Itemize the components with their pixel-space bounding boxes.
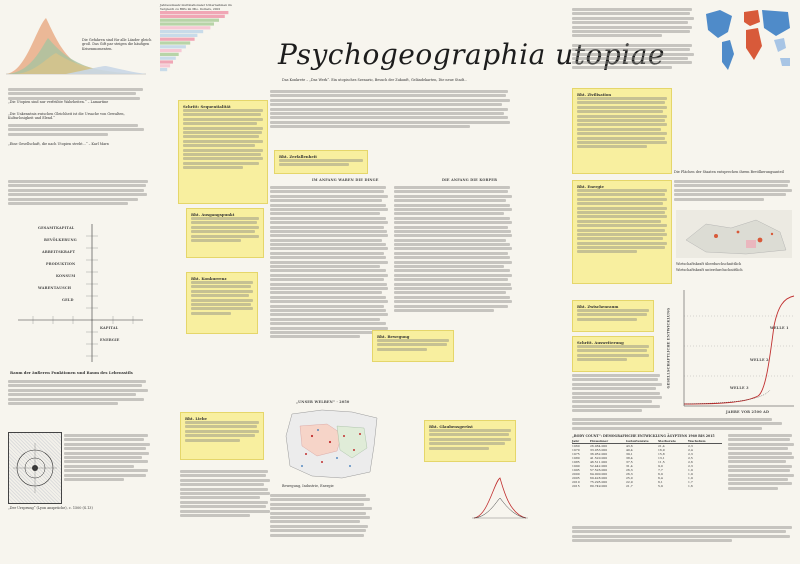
table-cell: 69.428.000 — [590, 476, 608, 481]
table-cell: 1975 — [572, 452, 580, 457]
bar-chart — [160, 4, 235, 77]
world-map-caption: Die Flächen der Staaten entsprechen ihrem Bevölkerungsanteil — [674, 170, 784, 174]
table-cell: 36.952.000 — [590, 452, 608, 457]
left-text-block-2 — [8, 124, 148, 137]
table-cell: 15,8 — [658, 452, 665, 457]
table-cell: 46.511.000 — [590, 460, 608, 465]
bar-11 — [160, 53, 179, 56]
diagram-label-5: WARENTAUSCH — [38, 286, 72, 290]
right-bottom-intro — [572, 418, 794, 431]
bell-chart-svg — [470, 472, 530, 522]
yellow-box-10-title: Rht. Zwischenraum — [577, 304, 619, 309]
wave-line-chart-svg — [666, 286, 796, 416]
table-cell: 41.520.000 — [590, 456, 608, 461]
table-cell: 2010 — [572, 480, 580, 485]
diagram-label-3: PRODUKTION — [46, 262, 76, 266]
table-title: „BODY COUNT“: DEMOGRAFISCHE ENTWICKLUNG ÄGYPTENS 1960 BIS 2015 — [572, 434, 715, 438]
table-cell: 5,9 — [658, 484, 663, 489]
bar-12 — [160, 57, 176, 60]
page-subtitle: Das Konkrete – „Das Werk“. Ein utopisches Szenario, Besuch der Zukunft, Geländekarten, Die neue Stadt... — [282, 78, 468, 82]
table-cell: 16,9 — [658, 448, 665, 453]
table-cell: 75.295.000 — [590, 480, 608, 485]
table-cell: 11,5 — [658, 460, 665, 465]
bar-8 — [160, 42, 190, 45]
table-header-cell: Wachstum — [688, 439, 706, 443]
table-cell: 2,3 — [688, 452, 693, 457]
demography-table — [572, 434, 722, 488]
left-text-block-3 — [8, 180, 148, 206]
yellow-box-7 — [372, 330, 454, 362]
axis-diagram-svg — [8, 222, 148, 367]
yellow-box-5 — [274, 150, 368, 174]
yellow-box-10 — [572, 300, 654, 332]
table-cell: 1,9 — [688, 476, 693, 481]
wave-xlabel: JAHRE VOR 2500 AD — [726, 410, 770, 414]
page-title: Psychogeographia utopiae — [278, 38, 665, 71]
bar-chart-title: Jahresumsatz multinationaler Unternehmen im Vergleich zu BIPs im Mio. Dollars, 2001 — [160, 3, 232, 11]
wave-label-2: WELLE 2 — [750, 358, 769, 362]
center-map — [282, 400, 386, 480]
bar-7 — [160, 38, 195, 41]
left-quote-2: „Die Unkenntnis zwischen Gleichheit ist die Ursache von Gewalten, Kulturlosigkeit und Elend.“ — [8, 112, 125, 121]
bar-0 — [160, 11, 228, 14]
table-cell: 57.526.000 — [590, 468, 608, 473]
table-cell: 2,3 — [688, 464, 693, 469]
right-top-text — [572, 8, 694, 70]
table-cell: 33.053.000 — [590, 448, 608, 453]
table-cell: 2000 — [572, 472, 580, 477]
col-header-2: DIE ANFANG DIE KORPER — [442, 178, 498, 182]
table-cell: 40,4 — [626, 448, 633, 453]
diagram-label-2: ARBEITSKRAFT — [42, 250, 76, 254]
center-column-right — [394, 186, 512, 313]
diagram-label-8: ENERGIE — [100, 338, 120, 342]
table-header-cell: Sterberate — [658, 439, 676, 443]
bar-1 — [160, 15, 225, 18]
diagram-label-4: KONSUM — [56, 274, 76, 278]
table-cell: 43,6 — [626, 444, 633, 449]
yellow-box-6 — [572, 88, 672, 174]
table-cell: 26,3 — [626, 472, 633, 477]
engraving-image — [8, 432, 62, 504]
table-cell: 1990 — [572, 464, 580, 469]
yellow-box-9 — [572, 180, 672, 284]
center-column-left — [270, 186, 388, 340]
table-cell: 9,0 — [658, 464, 663, 469]
bar-9 — [160, 45, 186, 48]
axis-diagram — [8, 222, 148, 367]
left-quote-1: „Die Utopien sind nur verfrühte Wahrheiten.“ – Lamartine — [8, 100, 109, 104]
table-cell: 2005 — [572, 476, 580, 481]
table-header-cell: Jahr — [572, 439, 580, 443]
table-cell: 31,4 — [626, 464, 633, 469]
yellow-box-5-title: Rht. Zerfallenheit — [279, 154, 318, 159]
yellow-box-6-title: Rht. Zivilisation — [577, 92, 612, 97]
yellow-box-4 — [180, 412, 264, 460]
legend-1: Wirtschaftskraft überdurchschnittlich — [676, 262, 742, 266]
table-cell: 2,3 — [688, 444, 693, 449]
table-header-cell: Geburtenrate — [626, 439, 649, 443]
yellow-box-7-title: Rht. Bewegung — [377, 334, 410, 339]
world-map-svg — [700, 4, 796, 82]
yellow-box-1 — [178, 100, 268, 204]
table-cell: 39,1 — [626, 452, 633, 457]
table-cell: 2,6 — [688, 460, 693, 465]
center-intro-text — [270, 90, 510, 130]
yellow-box-2-title: Rht. Ausgangspunkt — [191, 212, 235, 217]
bottom-left-center-text — [180, 470, 270, 518]
table-cell: 52.442.000 — [590, 464, 608, 469]
yellow-box-1-title: Schritt: Sequentialität — [183, 104, 231, 109]
world-map — [700, 4, 796, 82]
table-cell: 26,3 — [626, 468, 633, 473]
yellow-box-8 — [424, 420, 516, 462]
table-cell: 1970 — [572, 448, 580, 453]
table-cell: 1,9 — [688, 468, 693, 473]
diagram-label-6: GELD — [62, 298, 74, 302]
table-cell: 26.084.000 — [590, 444, 608, 449]
wave-label-3: WELLE 3 — [730, 386, 749, 390]
yellow-box-11-title: Schritt. Ausweiterung — [577, 340, 624, 345]
table-cell: 1985 — [572, 460, 580, 465]
table-cell: 2,4 — [688, 448, 693, 453]
table-side-text — [728, 434, 794, 491]
legend-2: Wirtschaftskraft unterdurchschnittlich — [676, 268, 743, 272]
left-quote-3: „Eine Gesellschaft, die nach Utopien strebt...“ – Karl Marx — [8, 142, 109, 146]
area-chart-caption: Die Gefahren sind für alle Länder gleich groß. Das Gift par steigen die häufigen Krisenmomenten. — [82, 38, 152, 51]
table-body — [572, 444, 722, 488]
bar-3 — [160, 23, 214, 26]
yellow-box-2 — [186, 208, 264, 258]
table-cell: 22,9 — [626, 480, 633, 485]
small-region-map — [676, 210, 792, 258]
bar-4 — [160, 26, 210, 29]
table-header-cell: Einwohner — [590, 439, 609, 443]
bottom-center-list — [270, 494, 388, 538]
center-map-svg — [282, 406, 386, 484]
engraving-text — [64, 434, 150, 482]
center-map-caption: „UNSER WELBEN“ · 2050 — [296, 400, 350, 404]
table-cell: 1,7 — [688, 480, 693, 485]
right-bottom-text — [572, 526, 794, 544]
table-cell: 80.749.000 — [590, 484, 608, 489]
table-cell: 21,7 — [626, 484, 633, 489]
left-text-block-4 — [8, 380, 148, 406]
wave-line-chart — [666, 286, 796, 416]
bar-15 — [160, 68, 167, 71]
table-cell: 6,4 — [658, 476, 663, 481]
table-cell: 6,9 — [658, 472, 663, 477]
table-cell: 13,1 — [658, 456, 665, 461]
table-cell: 1,6 — [688, 484, 693, 489]
bar-2 — [160, 19, 219, 22]
small-region-map-svg — [676, 210, 792, 258]
table-cell: 7,7 — [658, 468, 663, 473]
bar-13 — [160, 61, 173, 64]
diagram-label-7: KAPITAL — [100, 326, 119, 330]
table-cell: 1980 — [572, 456, 580, 461]
right-side-text — [674, 180, 792, 202]
diagram-label-1: BEVÖLKERUNG — [44, 238, 77, 242]
yellow-box-11 — [572, 336, 654, 372]
table-cell: 21,4 — [658, 444, 665, 449]
table-cell: 64.000.000 — [590, 472, 608, 477]
table-cell: 1960 — [572, 444, 580, 449]
table-cell: 38,4 — [626, 456, 633, 461]
wave-label-1: WELLE 1 — [770, 326, 789, 330]
bar-chart-svg — [160, 11, 235, 73]
engraving-caption: „Der Ursprung“ (Lyon ansprüche), c. 1500 (S.13) — [8, 506, 93, 510]
table-cell: 1,9 — [688, 472, 693, 477]
bar-5 — [160, 30, 203, 33]
table-cell: 37,5 — [626, 460, 633, 465]
table-cell: 6,1 — [658, 480, 663, 485]
yellow-box-4-title: Rht. Liebe — [185, 416, 207, 421]
bar-10 — [160, 49, 182, 52]
yellow-box-8-title: Rht. Glaubensgerüst — [429, 424, 473, 429]
table-cell: 2015 — [572, 484, 580, 489]
table-row — [572, 484, 722, 488]
table-cell: 1995 — [572, 468, 580, 473]
bell-chart — [470, 472, 530, 522]
engraving-svg — [9, 433, 61, 503]
diagram-label-0: GESAMTKAPITAL — [38, 226, 75, 230]
yellow-box-3-title: Rht. Konkurrenz — [191, 276, 227, 281]
yellow-box-9-title: Rht. Energie — [577, 184, 604, 189]
col-header-1: IM ANFANG WAREN DIE DINGE — [312, 178, 379, 182]
diagram-caption: Raum der äußeren Funktionen und Raum des Lebensstils — [10, 370, 133, 375]
right-middle-text — [572, 374, 662, 414]
bar-14 — [160, 64, 170, 67]
center-map-legend: Bewegung, Industrie, Energie — [282, 484, 334, 488]
wave-ylabel: GESELLSCHAFTLICHE ENTWICKLUNG — [666, 307, 671, 389]
table-cell: 25,0 — [626, 476, 633, 481]
table-cell: 2,5 — [688, 456, 693, 461]
yellow-box-3 — [186, 272, 258, 334]
bar-6 — [160, 34, 197, 37]
